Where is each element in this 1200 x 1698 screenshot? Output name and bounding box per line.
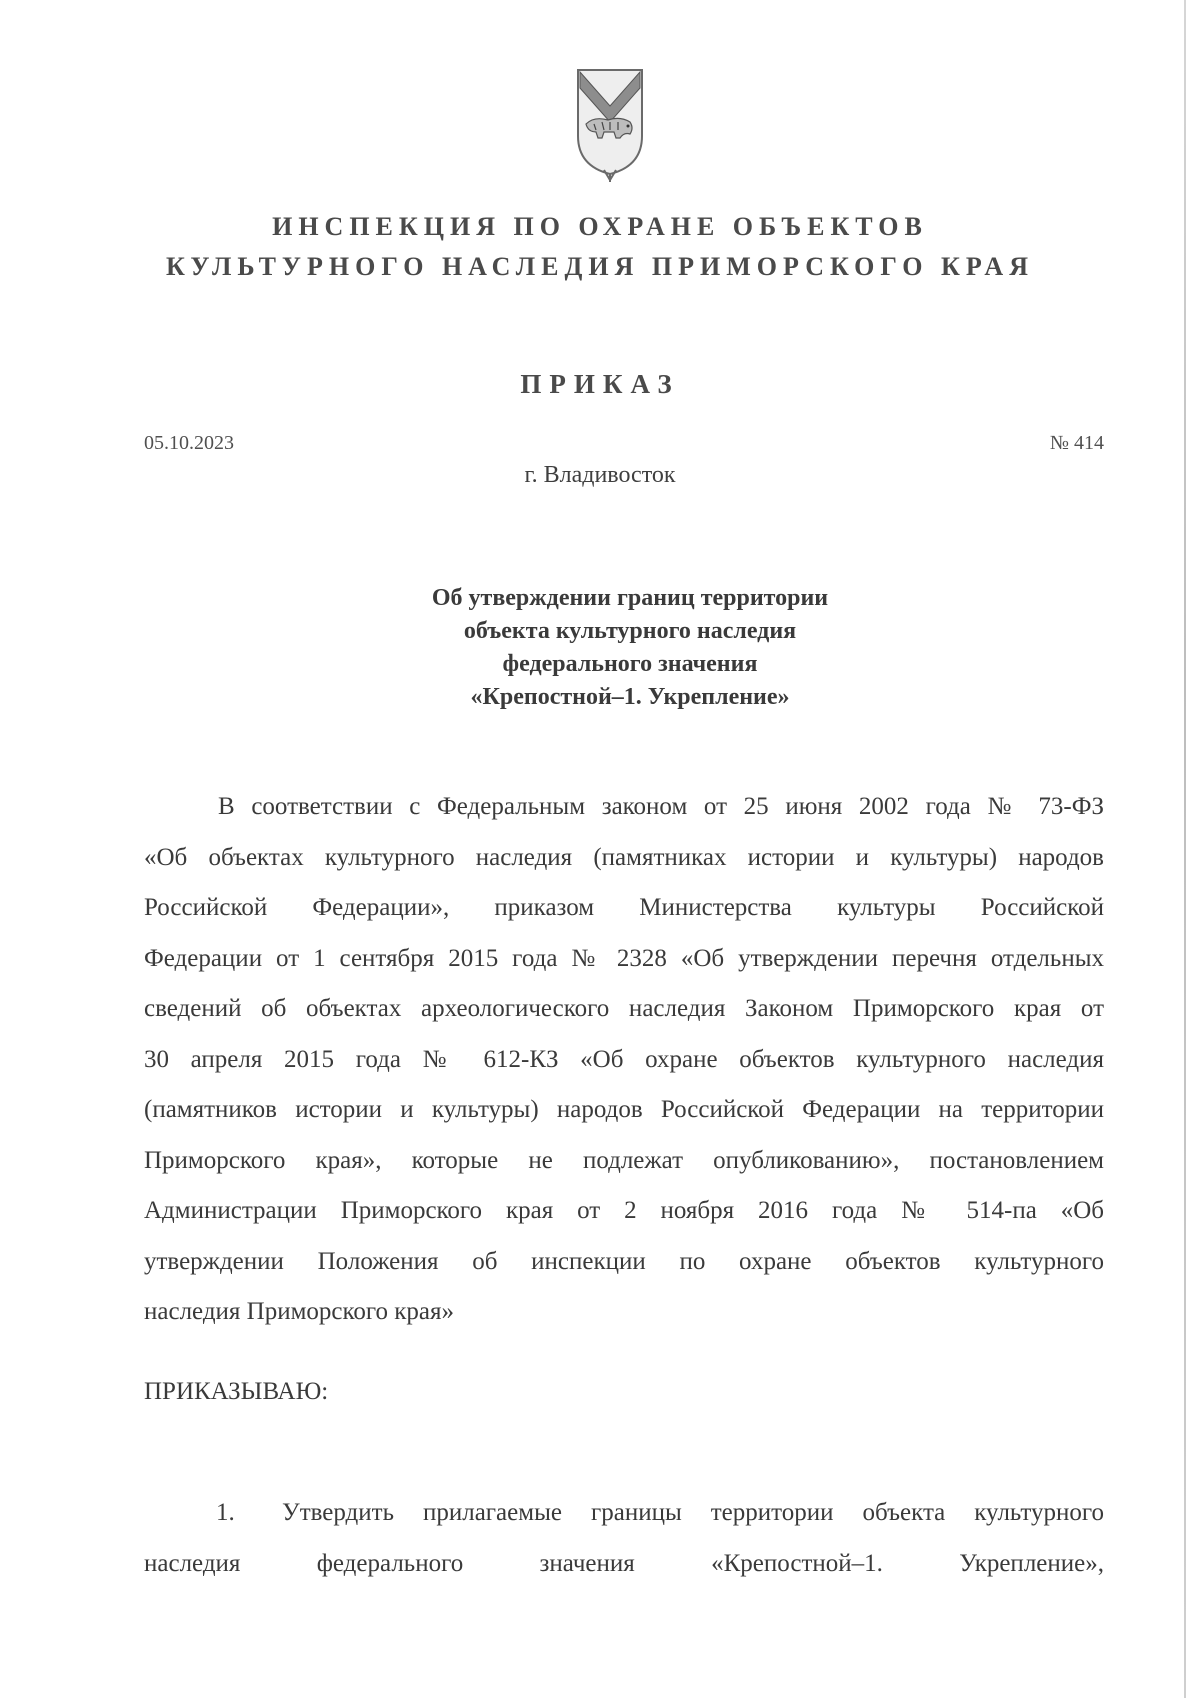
order-item-line: наследия федерального значения «Крепостной–1. Укрепление», [144,1549,1104,1577]
preamble-line: Администрации Приморского края от 2 ноября 2016 года № 514-па «Об [144,1197,1104,1224]
document-number: № 414 [1049,432,1104,454]
preamble-line: (памятников истории и культуры) народов Российской Федерации на территории [144,1096,1104,1123]
subject-line: Об утверждении границ территории [431,585,829,611]
preamble-line: утверждении Положения об инспекции по охране объектов культурного [144,1247,1104,1275]
subject-line: «Крепостной–1. Укрепление» [470,684,790,710]
preamble-line: сведений об объектах археологического наследия Законом Приморского края от [144,995,1104,1022]
organization-name-line2: КУЛЬТУРНОГО НАСЛЕДИЯ ПРИМОРСКОГО КРАЯ [166,252,1034,281]
subject-line: федерального значения [502,651,758,677]
preamble-line: Приморского края», которые не подлежат опубликованию», постановлением [144,1146,1104,1174]
order-item-text: Утвердить прилагаемые границы территории объекта культурного [282,1499,1104,1526]
preamble-line: «Об объектах культурного наследия (памятниках истории и культуры) народов [144,843,1104,871]
preamble-line: наследия Приморского края» [144,1298,455,1325]
preamble-line: 30 апреля 2015 года № 612-КЗ «Об охране объектов культурного наследия [144,1045,1104,1073]
preamble-line: В соответствии с Федеральным законом от 25 июня 2002 года № 73-ФЗ [218,793,1104,820]
primorsky-coat-of-arms-icon [574,66,646,184]
preamble-line: Российской Федерации», приказом Министерства культуры Российской [144,894,1104,921]
order-item-line [144,1488,1104,1539]
order-item [144,1488,1104,1589]
organization-name-line1: ИНСПЕКЦИЯ ПО ОХРАНЕ ОБЪЕКТОВ [272,212,928,241]
subject-line: объекта культурного наследия [463,618,797,644]
document-type-title: ПРИКАЗ [520,369,680,399]
order-item-number: 1. [216,1499,235,1526]
preamble-paragraph [144,782,1104,1338]
preamble-line: Федерации от 1 сентября 2015 года № 2328 «Об утверждении перечня отдельных [144,944,1104,972]
document-date: 05.10.2023 [144,432,234,454]
document-subject [300,582,960,714]
order-directive: ПРИКАЗЫВАЮ: [144,1378,329,1405]
document-city: г. Владивосток [524,462,676,488]
